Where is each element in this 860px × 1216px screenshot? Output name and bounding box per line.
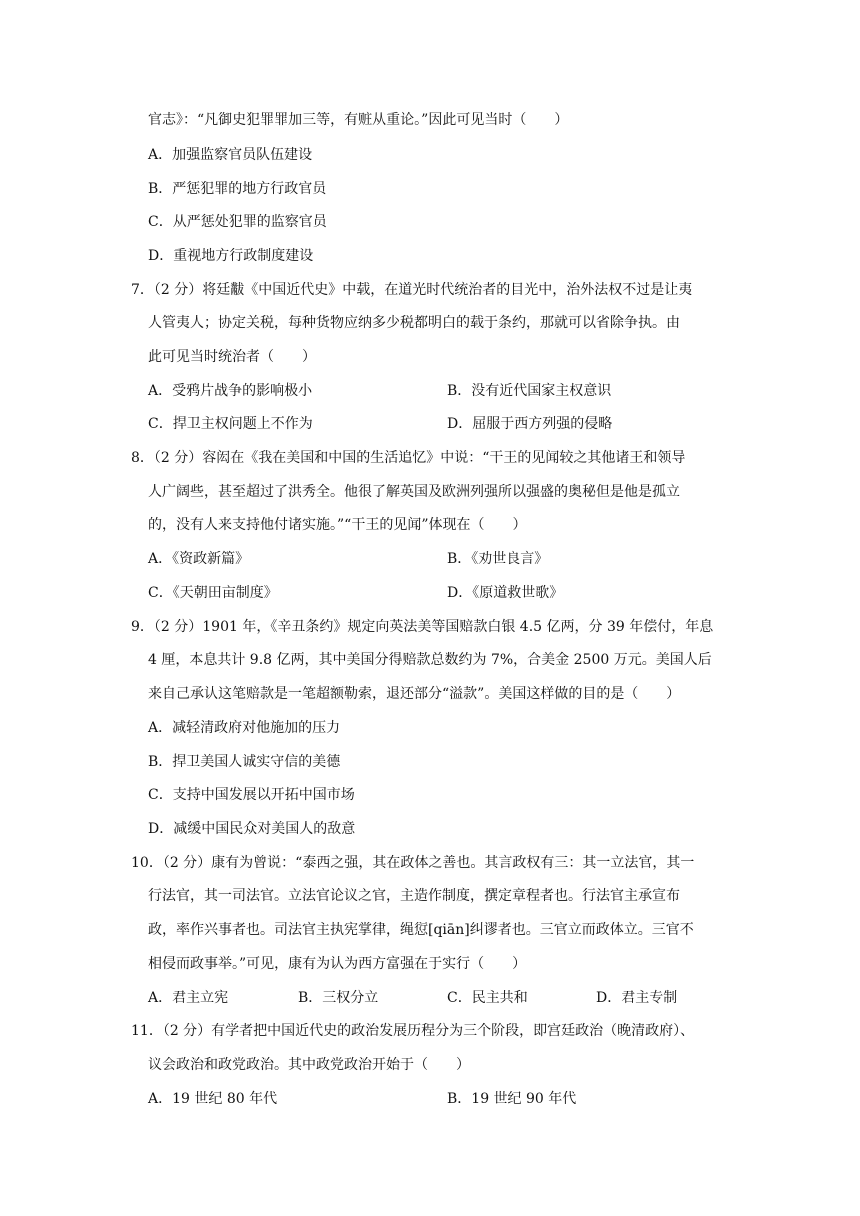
q8-option-a[interactable]: A．《资政新篇》 [148, 551, 250, 567]
q10-stem-line1: 10．（2 分）康有为曾说：“泰西之强，其在政体之善也。其言政权有三：其一立法官，其一 [131, 855, 695, 871]
q8-option-b[interactable]: B．《劝世良言》 [447, 551, 549, 567]
q7-stem-line3: 此可见当时统治者（ ） [148, 349, 316, 365]
q9-option-b[interactable]: B．捍卫美国人诚实守信的美德 [148, 754, 341, 770]
q9-stem-line1: 9．（2 分）1901 年，《辛丑条约》规定向英法美等国赔款白银 4.5 亿两，分 39 年偿付，年息 [131, 619, 714, 635]
q10-option-c[interactable]: C．民主共和 [447, 990, 528, 1006]
q10-stem-line4: 相侵而政事举。”可见，康有为认为西方富强在于实行（ ） [148, 956, 527, 972]
q10-stem-line2: 行法官，其一司法官。立法官论议之官，主造作制度，撰定章程者也。行法官主承宣布 [148, 888, 680, 904]
q7-option-d[interactable]: D．屈服于西方列强的侵略 [447, 416, 613, 432]
q8-stem-line2: 人广阔些，甚至超过了洪秀全。他很了解英国及欧洲列强所以强盛的奥秘但是他是孤立 [148, 484, 680, 500]
q6-stem-tail: 官志》：“凡御史犯罪罪加三等，有赃从重论。”因此可见当时（ ） [148, 112, 569, 128]
q11-stem-line1: 11．（2 分）有学者把中国近代史的政治发展历程分为三个阶段，即宫廷政治（晚清政府）、 [131, 1023, 695, 1039]
q9-stem-line2: 4 厘，本息共计 9.8 亿两，其中美国分得赔款总数约为 7%，合美金 2500 万元。美国人后 [148, 652, 712, 668]
q9-option-a[interactable]: A．减轻清政府对他施加的压力 [148, 720, 341, 736]
q8-stem-line1: 8．（2 分）容闳在《我在美国和中国的生活追忆》中说：“干王的见闻较之其他诸王和领导 [131, 450, 686, 466]
q11-stem-line2: 议会政治和政党政治。其中政党政治开始于（ ） [148, 1057, 470, 1073]
q9-option-c[interactable]: C．支持中国发展以开拓中国市场 [148, 787, 355, 803]
q6-option-b[interactable]: B．严惩犯罪的地方行政官员 [148, 181, 327, 197]
q9-option-d[interactable]: D．减缓中国民众对美国人的敌意 [148, 821, 356, 837]
q10-option-a[interactable]: A．君主立宪 [148, 990, 229, 1006]
q11-option-b[interactable]: B．19 世纪 90 年代 [447, 1091, 577, 1107]
q11-option-a[interactable]: A．19 世纪 80 年代 [148, 1091, 278, 1107]
q10-option-d[interactable]: D．君主专制 [596, 990, 678, 1006]
q10-stem-line3: 政，率作兴事者也。司法官主执宪掌律，绳愆[qiān]纠谬者也。三官立而政体立。三官不 [148, 922, 694, 938]
q10-option-b[interactable]: B．三权分立 [298, 990, 379, 1006]
q6-option-d[interactable]: D．重视地方行政制度建设 [148, 248, 314, 264]
q7-stem-line2: 人管夷人；协定关税，每种货物应纳多少税都明白的载于条约，那就可以省除争执。由 [148, 315, 680, 331]
q8-option-c[interactable]: C．《天朝田亩制度》 [148, 585, 278, 601]
q9-stem-line3: 来自己承认这笔赔款是一笔超额勒索，退还部分“溢款”。美国这样做的目的是（ ） [148, 686, 681, 702]
q6-option-c[interactable]: C．从严惩处犯罪的监察官员 [148, 214, 327, 230]
q7-stem-line1: 7．（2 分）将廷黻《中国近代史》中载，在道光时代统治者的目光中，治外法权不过是让夷 [131, 282, 693, 298]
q6-option-a[interactable]: A．加强监察官员队伍建设 [148, 147, 313, 163]
q7-option-c[interactable]: C．捍卫主权问题上不作为 [148, 416, 313, 432]
q7-option-b[interactable]: B．没有近代国家主权意识 [447, 383, 612, 399]
q8-option-d[interactable]: D．《原道救世歌》 [447, 585, 564, 601]
q8-stem-line3: 的，没有人来支持他付诸实施。”“干王的见闻”体现在（ ） [148, 517, 527, 533]
q7-option-a[interactable]: A．受鸦片战争的影响极小 [148, 383, 313, 399]
